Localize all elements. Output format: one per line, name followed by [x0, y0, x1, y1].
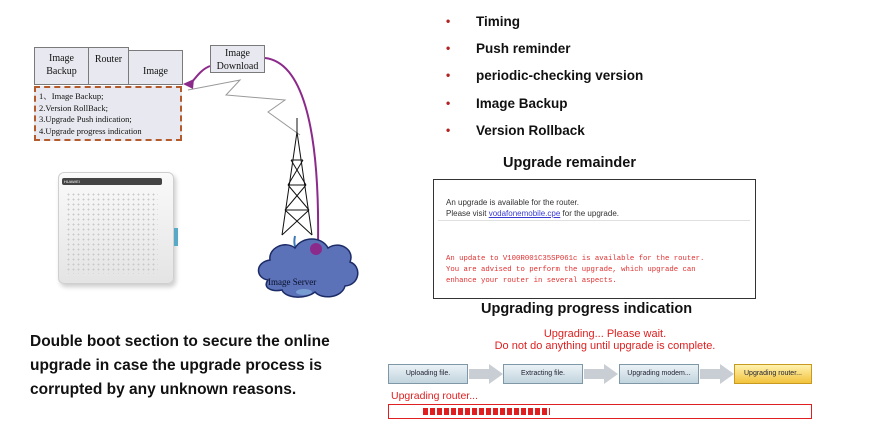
- reminder-red-text: An update to V100R001C35SP061c is available for the router. You are advised to perform the upgrade, which upgrade can enhance your router in several aspects.: [446, 255, 705, 285]
- step-upgrading-modem: Upgrading modem...: [619, 364, 699, 384]
- upgrade-reminder-panel: [433, 179, 756, 299]
- upgrade-reminder-title: Upgrade remainder: [503, 155, 636, 171]
- bullet-icon: •: [446, 41, 451, 56]
- router-box: Router: [89, 47, 129, 85]
- progress-bar: [388, 404, 812, 419]
- progress-message: [360, 328, 850, 352]
- step-upgrading-router: Upgrading router...: [734, 364, 812, 384]
- feature-item: • Image Backup: [444, 90, 643, 117]
- reminder-line-2: Please visit vodafonemobile.cpe for the upgrade.: [446, 209, 620, 218]
- progress-fill: [423, 408, 550, 415]
- image-box: Image: [128, 50, 183, 85]
- wireless-link-icon: [188, 80, 300, 135]
- feature-item: • periodic-checking version: [444, 62, 643, 89]
- server-node-icon: [310, 243, 322, 255]
- cell-tower-icon: [282, 118, 312, 235]
- feature-item: • Push reminder: [444, 35, 643, 62]
- arrow-right-icon: [720, 364, 734, 384]
- image-download-box: Image Download: [210, 45, 265, 73]
- bullet-icon: •: [446, 122, 451, 137]
- download-path: [265, 58, 318, 245]
- feature-item: • Timing: [444, 8, 643, 35]
- progress-warning-text: Do not do anything until upgrade is complete.: [494, 340, 716, 352]
- cloud-server-icon: [258, 239, 357, 297]
- router-brand: HUAWEI: [64, 179, 80, 184]
- description: Double boot section to secure the online upgrade in case the upgrade process is corrupted by any unknown reasons.: [30, 333, 330, 398]
- image-server-label: Image Server: [268, 277, 317, 287]
- image-backup-box: Image Backup: [34, 47, 89, 85]
- progress-status: Upgrading router...: [391, 390, 478, 402]
- vodafone-link[interactable]: vodafonemobile.cpe: [488, 209, 561, 218]
- router-port: [174, 228, 178, 246]
- bullet-icon: •: [446, 14, 451, 28]
- step-extracting: Extracting file.: [503, 364, 583, 384]
- step-uploading: Uploading file.: [388, 364, 468, 384]
- router-device: [50, 168, 180, 290]
- bullet-icon: •: [446, 95, 451, 110]
- feature-list: [444, 8, 643, 144]
- router-vent: [66, 192, 158, 274]
- progress-title: Upgrading progress indication: [481, 301, 693, 317]
- progress-wait-text: Upgrading... Please wait.: [543, 328, 667, 340]
- feature-item: • Version Rollback: [444, 117, 643, 144]
- arrow-right-icon: [604, 364, 618, 384]
- arrow-right-icon: [489, 364, 503, 384]
- bullet-icon: •: [446, 68, 451, 83]
- reminder-line-1: An upgrade is available for the router.: [446, 198, 579, 207]
- function-list-box: 1、Image Backup; 2.Version RollBack; 3.Upgrade Push indication; 4.Upgrade progress indication: [34, 86, 182, 141]
